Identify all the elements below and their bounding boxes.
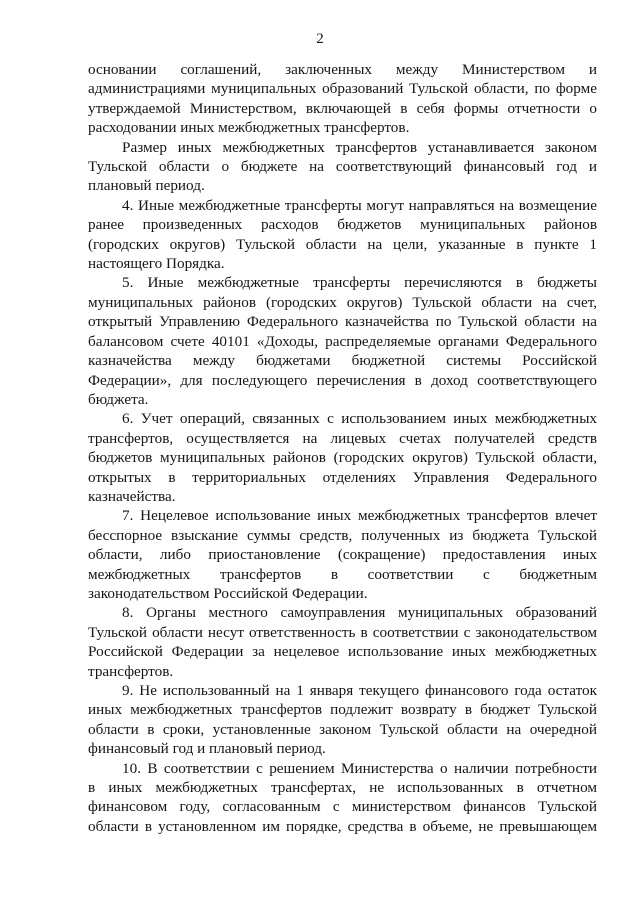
text-line: Тульской области несут ответственность в соответствии с законодательством [88,623,597,641]
text-line: области, либо приостановление (сокращение) предоставления иных [88,546,597,564]
text-line: казначейства между бюджетами бюджетной системы Российской [88,352,597,370]
text-line: (городских округов) Тульской области на цели, указанные в пункте 1 [88,235,597,253]
text-line: муниципальных районов (городских округов) Тульской области на счет, [88,293,597,311]
text-line: Размер иных межбюджетных трансфертов устанавливается законом [122,138,597,156]
text-line: администрациями муниципальных образований Тульской области, по форме [88,80,597,98]
text-line: области в установленном им порядке, средства в объеме, не превышающем [88,817,597,835]
text-line: области в сроки, установленные законом Тульской области на очередной [88,720,597,738]
text-line: бесспорное взыскание суммы средств, полученных из бюджета Тульской [88,526,597,544]
text-line: трансфертов. [88,662,174,680]
text-line: 7. Нецелевое использование иных межбюджетных трансфертов влечет [122,507,597,525]
page-number: 2 [316,31,324,47]
document-body [88,60,597,836]
paragraph [88,603,597,681]
text-line: в иных межбюджетных трансфертах, не использованных в отчетном [88,779,597,797]
text-line: иных межбюджетных трансфертов подлежит возврату в бюджет Тульской [88,701,597,719]
paragraph [88,409,597,506]
paragraph [88,681,597,759]
text-line: финансовом году, согласованным с министерством финансов Тульской [88,798,597,816]
text-line: 9. Не использованный на 1 января текущего финансового года остаток [122,682,597,699]
text-line: Тульской области о бюджете на соответствующий финансовый год и [88,158,597,176]
text-line: 8. Органы местного самоуправления муниципальных образований [122,604,597,622]
text-line: открытых в территориальных отделениях Управления Федерального [88,468,597,486]
text-line: основании соглашений, заключенных между Министерством и [88,61,597,78]
paragraph [88,506,597,603]
text-line: расходовании иных межбюджетных трансфертов. [88,119,410,137]
text-line: настоящего Порядка. [88,255,225,273]
text-line: плановый период. [88,177,205,195]
text-line: 6. Учет операций, связанных с использованием иных межбюджетных [122,410,597,428]
paragraph [88,60,597,138]
paragraph [88,196,597,274]
text-line: Российской Федерации за нецелевое использование иных межбюджетных [88,643,597,661]
text-line: казначейства. [88,487,176,505]
paragraph [88,273,597,409]
text-line: законодательством Российской Федерации. [88,584,368,602]
text-line: утверждаемой Министерством, включающей в себя формы отчетности о [88,99,597,117]
text-line: ранее произведенных расходов бюджетов муниципальных районов [88,216,597,234]
text-line: 4. Иные межбюджетные трансферты могут направляться на возмещение [122,196,597,214]
text-line: 5. Иные межбюджетные трансферты перечисляются в бюджеты [122,274,597,292]
paragraph [88,759,597,837]
text-line: 10. В соответствии с решением Министерства о наличии потребности [122,759,597,777]
paragraph [88,138,597,196]
text-line: балансовом счете 40101 «Доходы, распределяемые органами Федерального [88,332,597,350]
text-line: финансовый год и плановый период. [88,740,326,758]
text-line: открытый Управлению Федерального казначейства по Тульской области на [88,313,597,331]
text-line: трансфертов, осуществляется на лицевых счетах получателей средств [88,429,597,447]
text-line: бюджета. [88,390,149,408]
text-line: Федерации», для последующего перечисления в доход соответствующего [88,371,597,389]
text-line: межбюджетных трансфертов в соответствии с бюджетным [88,565,597,583]
text-line: бюджетов муниципальных районов (городских округов) Тульской области, [88,449,597,467]
